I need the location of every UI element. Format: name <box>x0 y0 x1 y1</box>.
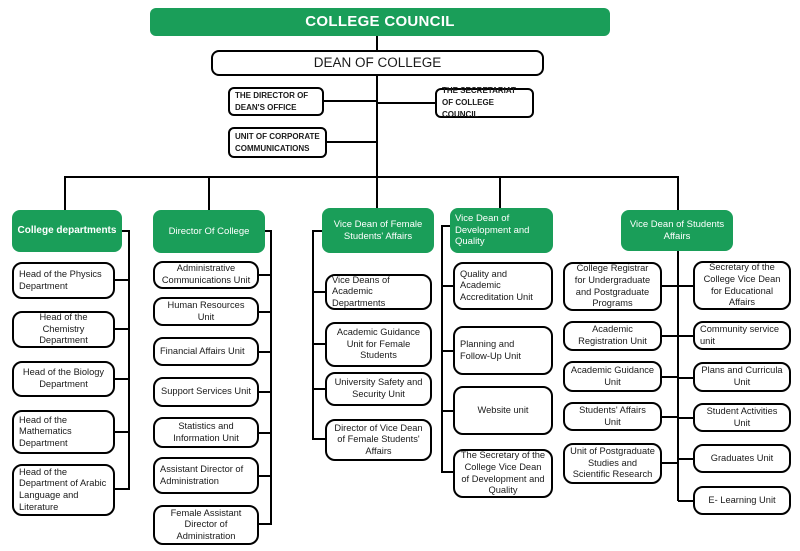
connector-line <box>678 500 693 502</box>
org-box-director-of-deans-office: THE DIRECTOR OF DEAN'S OFFICE <box>228 87 324 116</box>
connector-line <box>208 176 210 210</box>
org-box-academic-guidance-female: Academic Guidance Unit for Female Students <box>325 322 432 367</box>
org-box-website-unit: Website unit <box>453 386 553 435</box>
org-box-director-vice-dean-female: Director of Vice Dean of Female Students' Affairs <box>325 419 432 461</box>
connector-line <box>128 230 130 490</box>
org-header-vice-dean-female-students: Vice Dean of Female Students' Affairs <box>322 208 434 253</box>
org-box-financial-affairs-unit: Financial Affairs Unit <box>153 337 259 366</box>
org-box-dean-of-college: DEAN OF COLLEGE <box>211 50 544 76</box>
org-box-statistics-information-unit: Statistics and Information Unit <box>153 417 259 448</box>
org-header-vice-dean-development-quality: Vice Dean of Development and Quality <box>450 208 553 253</box>
connector-line <box>113 431 128 433</box>
org-header-vice-dean-students-affairs: Vice Dean of Students Affairs <box>621 210 733 251</box>
connector-line <box>312 291 325 293</box>
org-box-head-biology: Head of the Biology Department <box>12 361 115 397</box>
connector-line <box>312 343 325 345</box>
org-box-students-affairs-unit: Students' Affairs Unit <box>563 402 662 431</box>
connector-line <box>113 488 128 490</box>
connector-line <box>441 471 453 473</box>
connector-line <box>678 335 693 337</box>
connector-line <box>678 377 693 379</box>
org-box-student-activities-unit: Student Activities Unit <box>693 403 791 432</box>
org-box-human-resources-unit: Human Resources Unit <box>153 297 259 326</box>
org-box-academic-registration-unit: Academic Registration Unit <box>563 321 662 351</box>
connector-line <box>113 328 128 330</box>
org-box-support-services-unit: Support Services Unit <box>153 377 259 407</box>
connector-line <box>64 176 679 178</box>
org-box-secretary-educational-affairs: Secretary of the College Vice Dean for Educational Affairs <box>693 261 791 310</box>
connector-line <box>327 141 377 143</box>
connector-line <box>113 279 128 281</box>
connector-line <box>678 458 693 460</box>
connector-line <box>661 376 678 378</box>
connector-line <box>113 378 128 380</box>
org-box-unit-of-corporate-communications: UNIT OF CORPORATE COMMUNICATIONS <box>228 127 327 158</box>
connector-line <box>312 230 314 440</box>
org-box-quality-accreditation-unit: Quality and Academic Accreditation Unit <box>453 262 553 310</box>
connector-line <box>441 410 453 412</box>
connector-line <box>324 100 377 102</box>
connector-line <box>441 350 453 352</box>
connector-line <box>312 438 325 440</box>
org-box-assistant-director-administration: Assistant Director of Administration <box>153 457 259 494</box>
connector-line <box>313 230 322 232</box>
connector-line <box>678 285 693 287</box>
org-box-community-service-unit: Community service unit <box>693 321 791 350</box>
org-box-academic-guidance-unit: Academic Guidance Unit <box>563 361 662 392</box>
connector-line <box>678 417 693 419</box>
org-header-director-of-college: Director Of College <box>153 210 265 253</box>
connector-line <box>376 36 378 50</box>
org-box-female-assistant-director: Female Assistant Director of Administration <box>153 505 259 545</box>
org-box-planning-follow-up-unit: Planning and Follow-Up Unit <box>453 326 553 375</box>
org-box-plans-curricula-unit: Plans and Curricula Unit <box>693 362 791 392</box>
org-box-postgraduate-studies-unit: Unit of Postgraduate Studies and Scientific Research <box>563 443 662 484</box>
connector-line <box>64 176 66 210</box>
connector-line <box>661 285 678 287</box>
connector-line <box>677 176 679 210</box>
connector-line <box>441 285 453 287</box>
org-box-administrative-communications-unit: Administrative Communications Unit <box>153 261 259 289</box>
connector-line <box>270 230 272 525</box>
org-header-college-departments: College departments <box>12 210 122 252</box>
org-box-college-council: COLLEGE COUNCIL <box>150 8 610 36</box>
org-box-graduates-unit: Graduates Unit <box>693 444 791 473</box>
connector-line <box>377 102 435 104</box>
org-box-head-arabic-language: Head of the Department of Arabic Language and Literature <box>12 464 115 516</box>
org-box-vice-deans-academic-departments: Vice Deans of Academic Departments <box>325 274 432 310</box>
org-box-head-chemistry: Head of the Chemistry Department <box>12 311 115 348</box>
org-box-head-physics: Head of the Physics Department <box>12 262 115 299</box>
connector-line <box>661 462 678 464</box>
org-box-head-mathematics: Head of the Mathematics Department <box>12 410 115 454</box>
connector-line <box>499 176 501 208</box>
org-box-e-learning-unit: E- Learning Unit <box>693 486 791 515</box>
org-box-college-registrar: College Registrar for Undergraduate and Postgraduate Programs <box>563 262 662 311</box>
connector-line <box>441 225 443 473</box>
org-box-secretary-development-quality: The Secretary of the College Vice Dean of Development and Quality <box>453 449 553 498</box>
connector-line <box>661 335 678 337</box>
org-box-secretariat-of-college-council: THE SECRETARIAT OF COLLEGE COUNCIL <box>435 88 534 118</box>
connector-line <box>312 388 325 390</box>
connector-line <box>661 416 678 418</box>
org-box-university-safety-security: University Safety and Security Unit <box>325 372 432 406</box>
